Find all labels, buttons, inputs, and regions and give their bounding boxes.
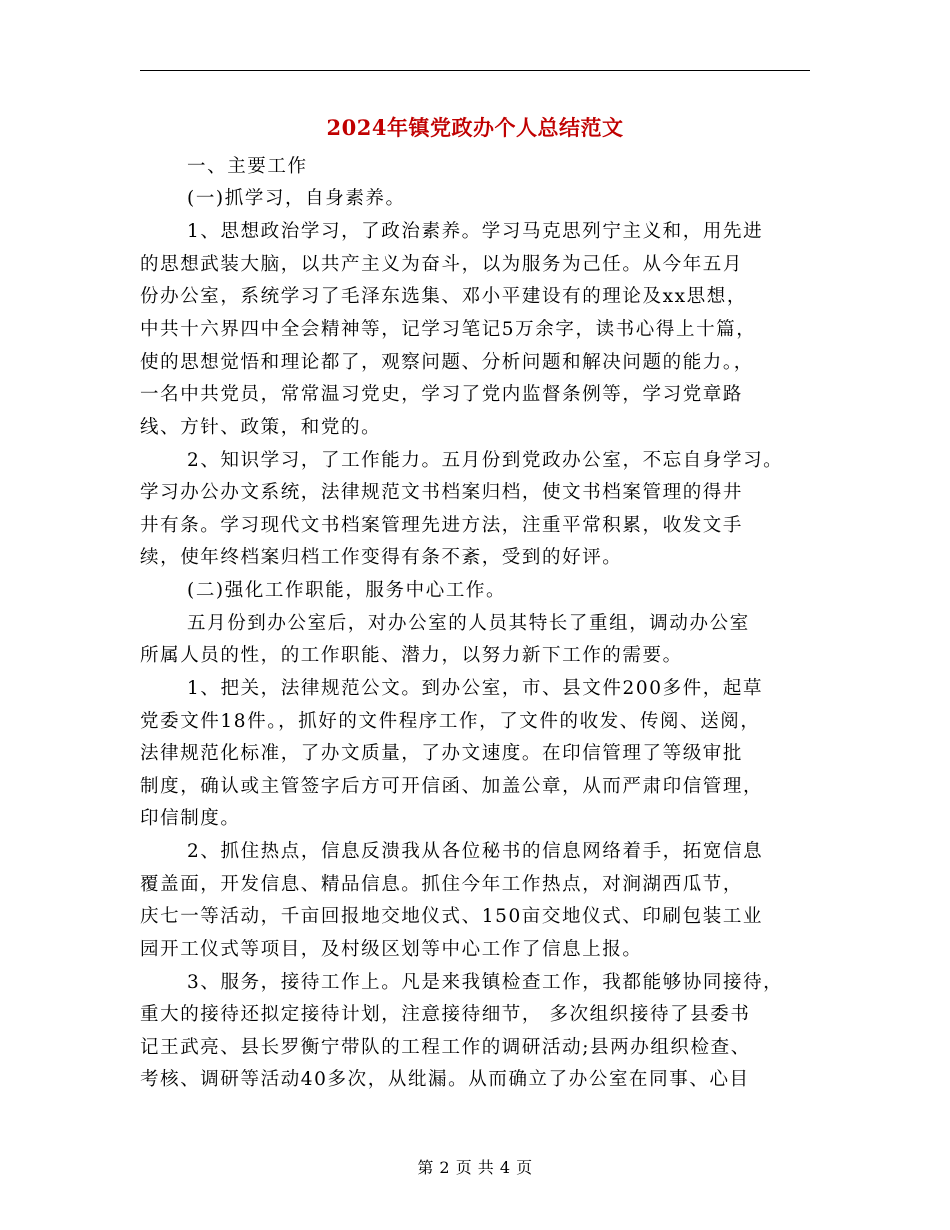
paragraph-line: 使的思想觉悟和理论都了，观察问题、分析问题和解决问题的能力。， [140, 352, 754, 373]
paragraph-line: 考核、调研等活动40多次，从纰漏。从而确立了办公室在同事、心目 [140, 1069, 750, 1090]
paragraph-line: 3、服务，接待工作上。凡是来我镇检查工作，我都能够协同接待， [187, 972, 784, 993]
paragraph-line: 五月份到办公室后，对办公室的人员其特长了重组，调动办公室 [187, 613, 750, 634]
paragraph-line: 线、方针、政策，和党的。 [140, 417, 382, 438]
subsection-heading: (一)抓学习，自身素养。 [187, 188, 406, 209]
paragraph-line: 1、思想政治学习，了政治素养。学习马克思列宁主义和，用先进 [187, 221, 764, 242]
paragraph-line: 学习办公办文系统，法律规范文书档案归档，使文书档案管理的得井 [140, 482, 744, 503]
paragraph-line: 续，使年终档案归档工作变得有条不紊，受到的好评。 [140, 547, 623, 568]
paragraph-line: 中共十六界四中全会精神等，记学习笔记5万余字，读书心得上十篇， [140, 319, 757, 340]
paragraph-line: 2、知识学习，了工作能力。五月份到党政办公室，不忘自身学习。 [187, 450, 784, 471]
paragraph-line: 重大的接待还拟定接待计划，注意接待细节， 多次组织接待了县委书 [140, 1004, 751, 1025]
paragraph-line: 所属人员的性，的工作职能、潜力，以努力新下工作的需要。 [140, 645, 683, 666]
paragraph-line: 党委文件18件。，抓好的文件程序工作，了文件的收发、传阅、送阅， [140, 711, 761, 732]
paragraph-line: 覆盖面，开发信息、精品信息。抓住今年工作热点，对涧湖西瓜节， [140, 874, 744, 895]
paragraph-line: 印信制度。 [140, 808, 241, 829]
subsection-heading: (二)强化工作职能，服务中心工作。 [187, 580, 507, 601]
paragraph-line: 法律规范化标准，了办文质量，了办文速度。在印信管理了等级审批 [140, 743, 744, 764]
paragraph-line: 的思想武装大脑，以共产主义为奋斗，以为服务为己任。从今年五月 [140, 254, 744, 275]
header-rule [140, 70, 810, 71]
paragraph-line: 井有条。学习现代文书档案管理先进方法，注重平常积累，收发文手 [140, 515, 744, 536]
paragraph-line: 记王武亮、县长罗衡宁带队的工程工作的调研活动;县两办组织检查、 [140, 1037, 751, 1058]
paragraph-line: 庆七一等活动，千亩回报地交地仪式、150亩交地仪式、印刷包装工业 [140, 906, 764, 927]
section-heading: 一、主要工作 [187, 156, 308, 177]
paragraph-line: 份办公室，系统学习了毛泽东选集、邓小平建设有的理论及xx思想， [140, 286, 747, 307]
page-number: 第 2 页 共 4 页 [417, 1158, 533, 1177]
document-title: 2024年镇党政办个人总结范文 [326, 115, 624, 140]
paragraph-line: 制度，确认或主管签字后方可开信函、加盖公章，从而严肃印信管理， [140, 776, 764, 797]
paragraph-line: 园开工仪式等项目，及村级区划等中心工作了信息上报。 [140, 939, 643, 960]
paragraph-line: 2、抓住热点，信息反溃我从各位秘书的信息网络着手，拓宽信息 [187, 841, 764, 862]
paragraph-line: 一名中共党员，常常温习党史，学习了党内监督条例等，学习党章路 [140, 384, 744, 405]
paragraph-line: 1、把关，法律规范公文。到办公室，市、县文件200多件，起草 [187, 678, 764, 699]
